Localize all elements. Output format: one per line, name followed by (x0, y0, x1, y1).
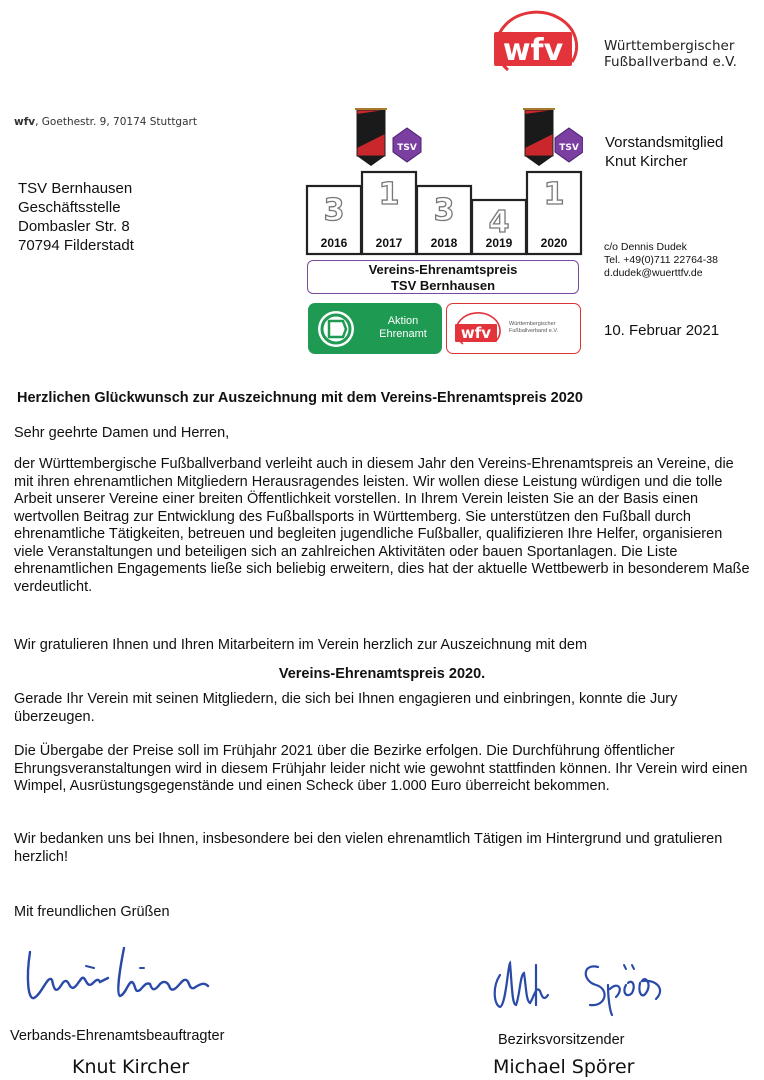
paragraph-4: Die Übergabe der Preise soll im Frühjahr 2021 über die Bezirke erfolgen. Die Durchführung öffentlicher Ehrungsveranstaltungen wird in diesem Frühjahr leider nicht wie gewohnt stattfinden können. Ihr Verein wird einen Wimpel, Ausrüstungsgegenstände und einen Scheck über 1.000 Euro überreicht bekommen. (14, 743, 748, 794)
svg-text:TSV: TSV (559, 143, 579, 153)
year-2018: 2018 (430, 236, 458, 250)
place-2017: 1 (378, 177, 400, 212)
dfb-logo-icon (316, 309, 356, 349)
pennant-right (523, 109, 555, 166)
paragraph-1: der Württembergische Fußballverband verleiht auch in diesem Jahr den Vereins-Ehrenamtspreis an Vereine, die mit ihren ehrenamtlichen Mitgliedern Herausragendes leisten. Wir wollen diese Leistung würdigen und die tolle Arbeit unserer Vereine einer breiten Öffentlichkeit vorstellen. In Ihrem Verein leisten Sie an der Basis einen wertvollen Beitrag zur Entwicklung des Fußballsports in Württemberg. Sie unterstützen den Fußball durch ehrenamtliche Tätigkeiten, betreuen und begleiten jugendliche Fußballer, qualifizieren Ihre Helfer, organisieren viele Veranstaltungen und beteiligen sich an zahlreichen Aktivitäten oder bauen Sportanlagen. Die Liste ehrenamtlichen Engagements ließe sich beliebig erweitern, dies hat der aktuelle Wettbewerb in besonderem Maße verdeutlicht. (14, 456, 750, 595)
paragraph-3: Gerade Ihr Verein mit seinen Mitgliedern, die sich bei Ihnen engagieren und einbringen, konnte die Jury überzeugen. (14, 691, 678, 725)
year-2019: 2019 (485, 236, 513, 250)
wfv-logo (490, 6, 586, 78)
award-title-box: Vereins-Ehrenamtspreis TSV Bernhausen (307, 260, 579, 294)
letter-date: 10. Februar 2021 (604, 322, 720, 339)
wfv-small-logo (453, 310, 505, 348)
year-2016: 2016 (320, 236, 348, 250)
place-2020: 1 (543, 177, 565, 212)
year-2017: 2017 (375, 236, 403, 250)
paragraph-5: Wir bedanken uns bei Ihnen, insbesondere bei den vielen ehrenamtlich Tätigen im Hintergrund und gratulieren herzlich! (14, 831, 723, 865)
letter-headline: Herzlichen Glückwunsch zur Auszeichnung mit dem Vereins-Ehrenamtspreis 2020 (17, 390, 583, 406)
signature-left (24, 938, 224, 1013)
place-2019: 4 (488, 205, 510, 240)
signer-right-name: Michael Spörer (493, 1056, 635, 1078)
award-name: Vereins-Ehrenamtspreis 2020. (278, 666, 486, 682)
board-member: Vorstandsmitglied Knut Kircher (605, 134, 724, 170)
contact-info: c/o Dennis Dudek Tel. +49(0)711 22764-38 d.dudek@wuerttfv.de (604, 241, 718, 279)
org-name: Württembergischer Fußballverband e.V. (604, 38, 737, 70)
award-podium (305, 104, 583, 256)
signer-left-role: Verbands-Ehrenamtsbeauftragter (10, 1028, 225, 1044)
place-2018: 3 (433, 193, 455, 228)
svg-text:wfv: wfv (460, 324, 492, 342)
svg-text:TSV: TSV (397, 143, 417, 153)
paragraph-2: Wir gratulieren Ihnen und Ihren Mitarbeitern im Verein herzlich zur Auszeichnung mit dem (14, 637, 588, 653)
recipient-address: TSV Bernhausen Geschäftsstelle Dombasler Str. 8 70794 Filderstadt (18, 180, 134, 254)
club-badge-right (555, 128, 583, 162)
svg-text:wfv: wfv (502, 33, 564, 68)
signer-right-role: Bezirksvorsitzender (498, 1032, 625, 1048)
closing: Mit freundlichen Grüßen (14, 904, 170, 920)
sender-address: wfv, Goethestr. 9, 70174 Stuttgart (14, 116, 197, 128)
pennant-left (355, 109, 387, 166)
place-2016: 3 (323, 193, 345, 228)
wfv-badge: wfv Württembergischer Fußballverband e.V. (446, 303, 581, 354)
year-2020: 2020 (540, 236, 568, 250)
signer-left-name: Knut Kircher (72, 1056, 190, 1078)
aktion-ehrenamt-badge: Aktion Ehrenamt (308, 303, 442, 354)
signature-right (486, 945, 686, 1020)
club-badge-left (393, 128, 421, 162)
salutation: Sehr geehrte Damen und Herren, (14, 425, 230, 441)
